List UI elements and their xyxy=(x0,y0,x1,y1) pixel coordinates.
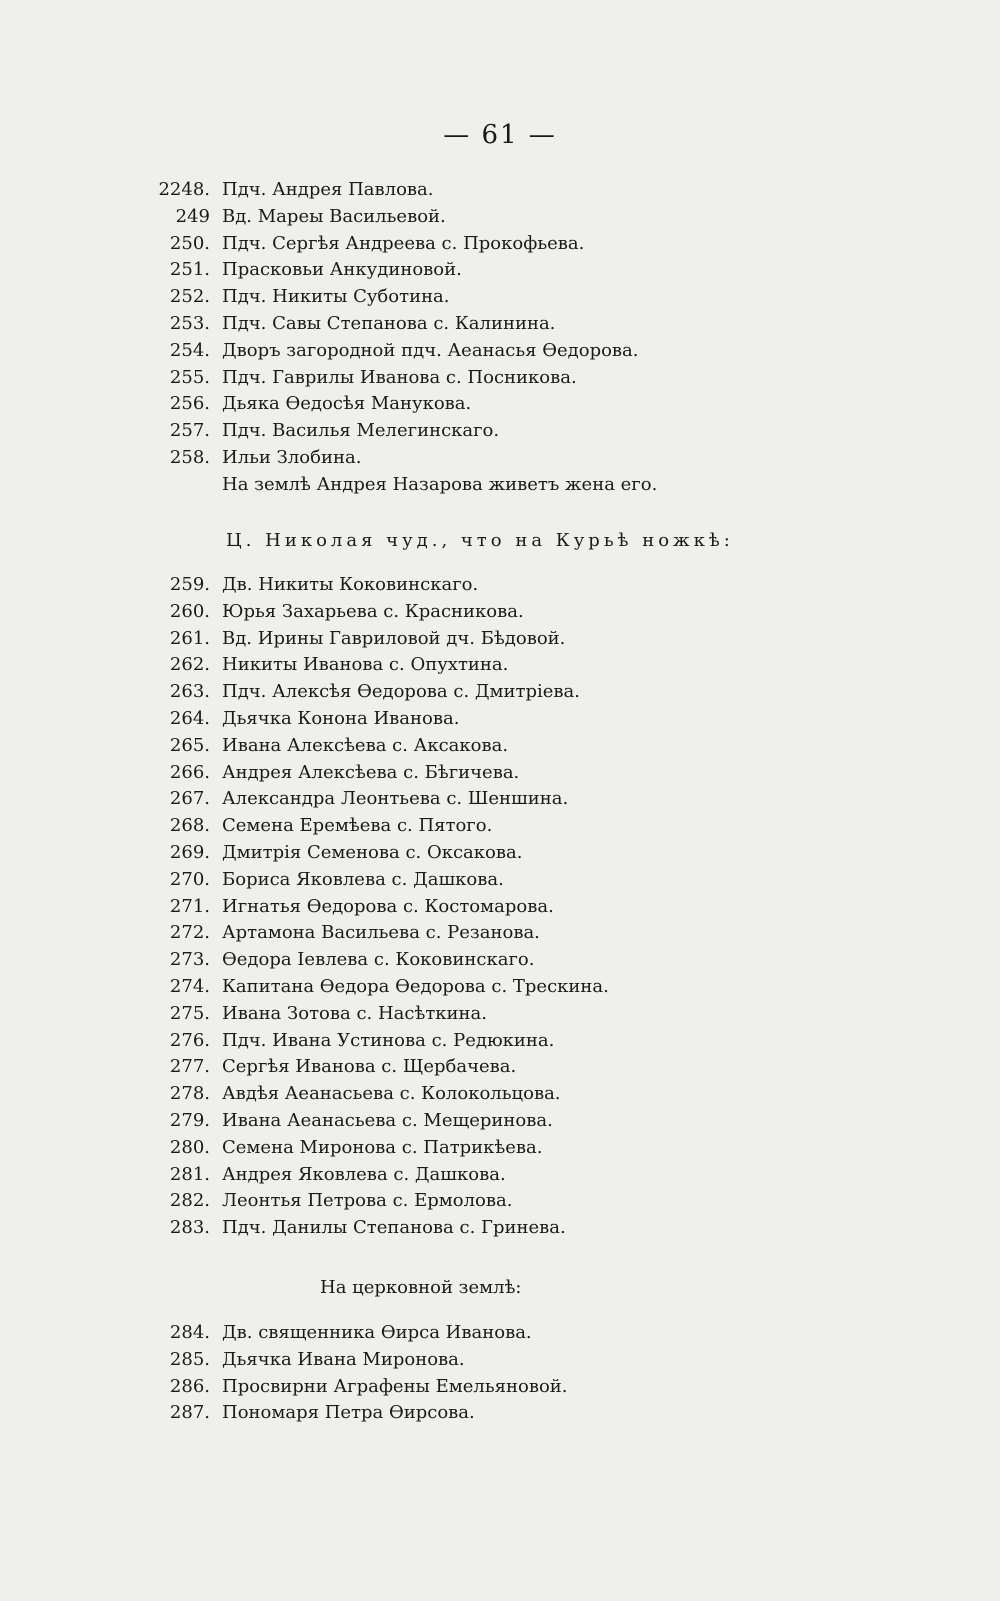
entry-text: Пдч. Гаврилы Иванова с. Посникова. xyxy=(222,366,577,388)
list-item xyxy=(150,652,850,679)
list-item xyxy=(150,231,850,258)
list-item xyxy=(150,867,850,894)
list-item xyxy=(150,1374,850,1401)
entry-text: Пономаря Петра Өирсова. xyxy=(222,1402,475,1424)
page-number: — 61 — xyxy=(443,120,557,150)
list-item xyxy=(150,894,850,921)
entry-number: 260. xyxy=(169,600,210,622)
entry-list-3 xyxy=(150,1320,850,1427)
entry-text: Дьячка Ивана Миронова. xyxy=(222,1348,465,1370)
entry-text: Ивана Аеанасьева с. Мещеринова. xyxy=(222,1109,553,1131)
entry-text: Ивана Алексѣева с. Аксакова. xyxy=(222,734,509,756)
entry-text: Артамона Васильева с. Резанова. xyxy=(222,922,540,944)
entry-list-2 xyxy=(150,572,850,1242)
entry-number: 274. xyxy=(169,975,210,997)
entry-text: Сергѣя Иванова с. Щербачева. xyxy=(222,1056,517,1078)
list-item xyxy=(150,947,850,974)
list-item xyxy=(150,204,850,231)
entry-number: 252. xyxy=(169,286,210,308)
list-item xyxy=(150,1215,850,1242)
list-item xyxy=(150,365,850,392)
entry-text: Андрея Яковлева с. Дашкова. xyxy=(222,1163,506,1185)
entry-number: 255. xyxy=(169,366,210,388)
entry-number: 281. xyxy=(169,1163,210,1185)
entry-text: Пдч. Никиты Суботина. xyxy=(222,286,450,308)
entry-number: 258. xyxy=(169,446,210,468)
entry-number: 254. xyxy=(169,339,210,361)
list-item xyxy=(150,1081,850,1108)
entry-text: Пдч. Алексѣя Өедорова с. Дмитріева. xyxy=(222,681,581,703)
entry-number: 257. xyxy=(169,420,210,442)
entry-text: Леонтья Петрова с. Ермолова. xyxy=(222,1190,513,1212)
note-block xyxy=(150,472,850,499)
entry-number: 269. xyxy=(169,841,210,863)
entry-number: 273. xyxy=(169,949,210,971)
section-heading-nikolai: Ц. Николая чуд., что на Курьѣ ножкѣ: xyxy=(226,530,734,551)
list-item xyxy=(150,445,850,472)
entry-text: Вд. Ирины Гавриловой дч. Бѣдовой. xyxy=(222,627,566,649)
entry-number: 278. xyxy=(169,1083,210,1105)
entry-number: 250. xyxy=(169,232,210,254)
list-item xyxy=(150,418,850,445)
entry-number: 256. xyxy=(169,393,210,415)
entry-text: Прасковьи Анкудиновой. xyxy=(222,259,462,281)
entry-number: 279. xyxy=(169,1109,210,1131)
list-item xyxy=(150,1188,850,1215)
entry-number: 287. xyxy=(169,1402,210,1424)
entry-number: 284. xyxy=(169,1322,210,1343)
list-item xyxy=(150,1162,850,1189)
entry-text: Никиты Иванова с. Опухтина. xyxy=(222,654,509,676)
entry-text: Семена Миронова с. Патрикѣева. xyxy=(222,1136,543,1158)
entry-text: Пдч. Сергѣя Андреева с. Прокофьева. xyxy=(222,232,585,254)
list-item xyxy=(150,920,850,947)
list-item xyxy=(150,257,850,284)
entry-number: 253. xyxy=(169,312,210,334)
entry-number: 282. xyxy=(169,1190,210,1212)
note-line: На землѣ Андрея Назарова живетъ жена его. xyxy=(222,474,658,495)
entry-text: Капитана Өедора Өедорова с. Трескина. xyxy=(222,975,609,997)
entry-text: Пдч. Ивана Устинова с. Редюкина. xyxy=(222,1029,555,1051)
entry-number: 261. xyxy=(169,627,210,649)
entry-text: Александра Леонтьева с. Шеншина. xyxy=(222,788,569,810)
list-item xyxy=(150,813,850,840)
entry-text: Юрья Захарьева с. Красникова. xyxy=(222,600,524,622)
entry-text: Дв. Никиты Коковинскаго. xyxy=(222,574,479,595)
list-item xyxy=(150,679,850,706)
list-item xyxy=(150,1347,850,1374)
entry-number: 271. xyxy=(169,895,210,917)
entry-number: 263. xyxy=(169,681,210,703)
entry-text: Дворъ загородной пдч. Аеанасья Өедорова. xyxy=(222,339,639,361)
list-item xyxy=(150,311,850,338)
entry-number: 267. xyxy=(169,788,210,810)
entry-number: 265. xyxy=(169,734,210,756)
entry-text: Ивана Зотова с. Насѣткина. xyxy=(222,1002,487,1024)
list-item xyxy=(150,1320,850,1347)
list-item xyxy=(150,177,850,204)
entry-text: Пдч. Данилы Степанова с. Гринева. xyxy=(222,1217,566,1239)
entry-number: 285. xyxy=(169,1348,210,1370)
list-item xyxy=(150,338,850,365)
list-item xyxy=(150,706,850,733)
entry-number: 275. xyxy=(169,1002,210,1024)
entry-number: 280. xyxy=(169,1136,210,1158)
entry-text: Пдч. Савы Степанова с. Калинина. xyxy=(222,312,556,334)
list-item xyxy=(150,974,850,1001)
entry-number: 276. xyxy=(169,1029,210,1051)
entry-text: Бориса Яковлева с. Дашкова. xyxy=(222,868,504,890)
entry-list-1 xyxy=(150,177,850,472)
list-item xyxy=(150,1108,850,1135)
list-item xyxy=(150,572,850,599)
list-item xyxy=(150,786,850,813)
list-item xyxy=(150,284,850,311)
list-item xyxy=(150,626,850,653)
list-item xyxy=(150,1001,850,1028)
list-item xyxy=(150,1054,850,1081)
entry-number: 251. xyxy=(169,259,210,281)
entry-text: Просвирни Аграфены Емельяновой. xyxy=(222,1375,568,1397)
entry-text: Дмитрія Семенова с. Оксакова. xyxy=(222,841,523,863)
entry-number: 266. xyxy=(169,761,210,783)
entry-text: Өедора Іевлева с. Коковинскаго. xyxy=(222,949,535,971)
entry-number: 264. xyxy=(169,707,210,729)
entry-text: Авдѣя Аеанасьева с. Колокольцова. xyxy=(222,1083,561,1105)
entry-number: 2248. xyxy=(158,179,210,200)
entry-number: 283. xyxy=(169,1217,210,1239)
entry-text: Пдч. Андрея Павлова. xyxy=(222,179,434,200)
list-item xyxy=(150,1400,850,1427)
entry-number: 270. xyxy=(169,868,210,890)
entry-text: Пдч. Василья Мелегинскаго. xyxy=(222,420,500,442)
entry-number: 262. xyxy=(169,654,210,676)
list-item xyxy=(150,599,850,626)
entry-number: 286. xyxy=(169,1375,210,1397)
entry-text: Дьячка Конона Иванова. xyxy=(222,707,460,729)
entry-number: 249 xyxy=(175,205,210,227)
entry-number: 268. xyxy=(169,815,210,837)
list-item xyxy=(150,1028,850,1055)
entry-text: Дв. священника Өирса Иванова. xyxy=(222,1322,532,1343)
list-item xyxy=(150,391,850,418)
list-item xyxy=(150,840,850,867)
entry-text: Игнатья Өедорова с. Костомарова. xyxy=(222,895,554,917)
entry-text: Андрея Алексѣева с. Бѣгичева. xyxy=(222,761,520,783)
entry-number: 259. xyxy=(169,574,210,595)
entry-text: Дьяка Өедосѣя Манукова. xyxy=(222,393,472,415)
entry-number: 277. xyxy=(169,1056,210,1078)
entry-number: 272. xyxy=(169,922,210,944)
entry-text: Вд. Мареы Васильевой. xyxy=(222,205,446,227)
list-item xyxy=(150,1135,850,1162)
list-item xyxy=(150,760,850,787)
entry-text: Ильи Злобина. xyxy=(222,446,362,468)
entry-text: Семена Еремѣева с. Пятого. xyxy=(222,815,493,837)
list-item xyxy=(150,733,850,760)
section-heading-church-land: На церковной землѣ: xyxy=(320,1277,522,1298)
